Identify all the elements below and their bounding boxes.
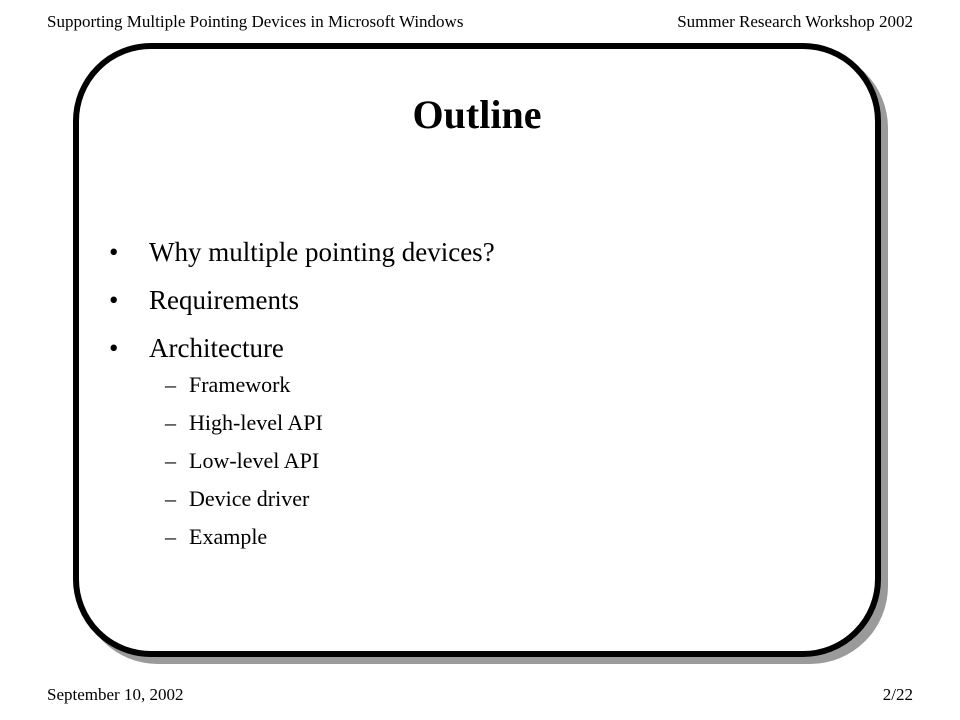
footer-date: September 10, 2002 (47, 685, 184, 704)
bullet-label: Why multiple pointing devices? (149, 237, 495, 267)
sub-item-label: Device driver (189, 486, 310, 511)
bullet-label: Architecture (149, 333, 284, 363)
sub-item (109, 523, 495, 551)
header-right-title: Summer Research Workshop 2002 (677, 12, 913, 31)
footer-page-number: 2/22 (882, 685, 913, 704)
bullet-item (109, 235, 495, 269)
sub-item (109, 409, 495, 437)
sub-item-label: Low-level API (189, 448, 320, 473)
sub-marker: – (165, 448, 176, 473)
bullet-label: Requirements (149, 285, 299, 315)
bullet-marker: • (109, 333, 119, 363)
bullet-item (109, 283, 495, 317)
slide-title: Outline (412, 92, 542, 137)
header-left-title: Supporting Multiple Pointing Devices in Microsoft Windows (47, 12, 464, 31)
slide-frame (73, 43, 881, 657)
bullet-marker: • (109, 237, 119, 267)
sub-marker: – (165, 410, 176, 435)
sub-item-label: Example (189, 524, 268, 549)
sub-item-label: Framework (189, 372, 291, 397)
sub-marker: – (165, 524, 176, 549)
sub-list (109, 371, 495, 551)
bullet-marker: • (109, 285, 119, 315)
sub-list-container (109, 371, 495, 551)
sub-item (109, 485, 495, 513)
sub-item (109, 447, 495, 475)
outline-list (109, 235, 495, 561)
sub-marker: – (165, 486, 176, 511)
sub-marker: – (165, 372, 176, 397)
bullet-item (109, 331, 495, 365)
sub-item (109, 371, 495, 399)
sub-item-label: High-level API (189, 410, 323, 435)
